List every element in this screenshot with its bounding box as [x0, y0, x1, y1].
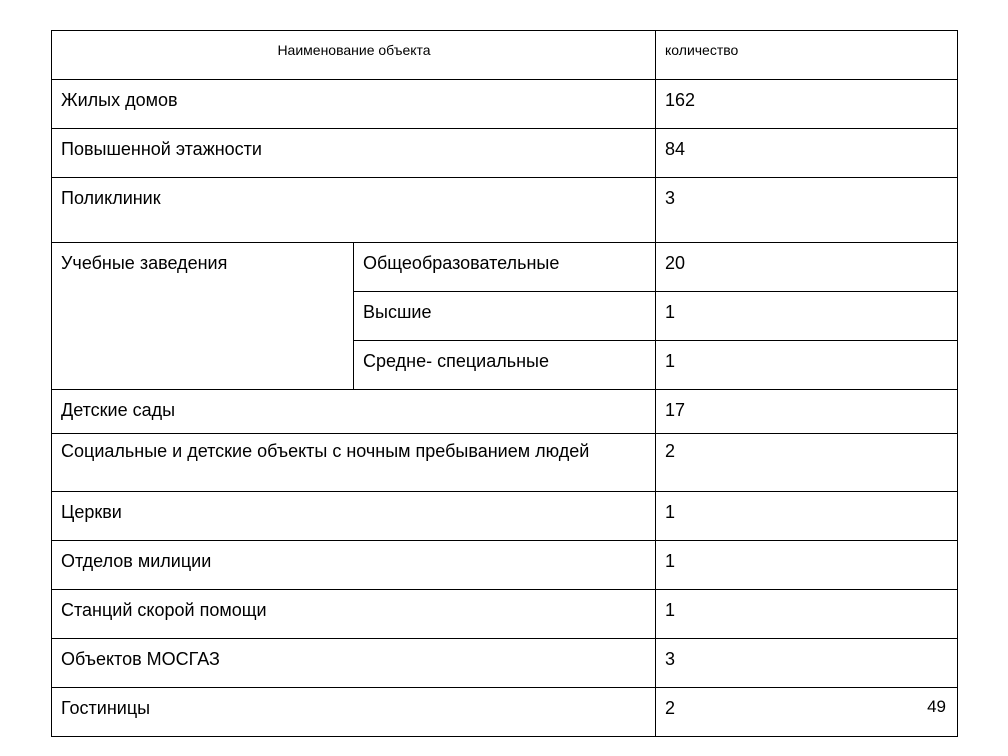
row-count: 2: [656, 688, 958, 737]
table-row: [52, 434, 958, 492]
row-name: Объектов МОСГАЗ: [52, 639, 656, 688]
row-name: Станций скорой помощи: [52, 590, 656, 639]
header-object-name: Наименование объекта: [52, 31, 656, 80]
table-header-row: [52, 31, 958, 80]
row-name: Повышенной этажности: [52, 129, 656, 178]
row-name: Церкви: [52, 492, 656, 541]
table-row: [52, 129, 958, 178]
row-count: 162: [656, 80, 958, 129]
objects-table: [51, 30, 958, 737]
row-name: Гостиницы: [52, 688, 656, 737]
education-group-label: Учебные заведения: [52, 243, 354, 390]
education-type-count: 20: [656, 243, 958, 292]
row-name: Отделов милиции: [52, 541, 656, 590]
page-number: 49: [927, 697, 946, 716]
row-count: 1: [656, 590, 958, 639]
table-row: [52, 390, 958, 434]
row-count: 84: [656, 129, 958, 178]
table-row: [52, 243, 958, 292]
row-name: Поликлиник: [52, 178, 656, 243]
row-name: Социальные и детские объекты с ночным пребыванием людей: [52, 434, 656, 492]
row-count: 2: [656, 434, 958, 492]
row-name: Жилых домов: [52, 80, 656, 129]
header-quantity: количество: [656, 31, 958, 80]
row-count: 3: [656, 178, 958, 243]
table-row: [52, 688, 958, 737]
table-row: [52, 178, 958, 243]
education-type-name: Общеобразовательные: [354, 243, 656, 292]
table-row: [52, 639, 958, 688]
table-row: [52, 80, 958, 129]
education-type-count: 1: [656, 341, 958, 390]
table-row: [52, 590, 958, 639]
row-count: 1: [656, 492, 958, 541]
row-count: 3: [656, 639, 958, 688]
education-type-count: 1: [656, 292, 958, 341]
education-type-name: Высшие: [354, 292, 656, 341]
row-count: 1: [656, 541, 958, 590]
table-row: [52, 541, 958, 590]
table-row: [52, 492, 958, 541]
education-type-name: Средне- специальные: [354, 341, 656, 390]
row-count: 17: [656, 390, 958, 434]
row-name: Детские сады: [52, 390, 656, 434]
